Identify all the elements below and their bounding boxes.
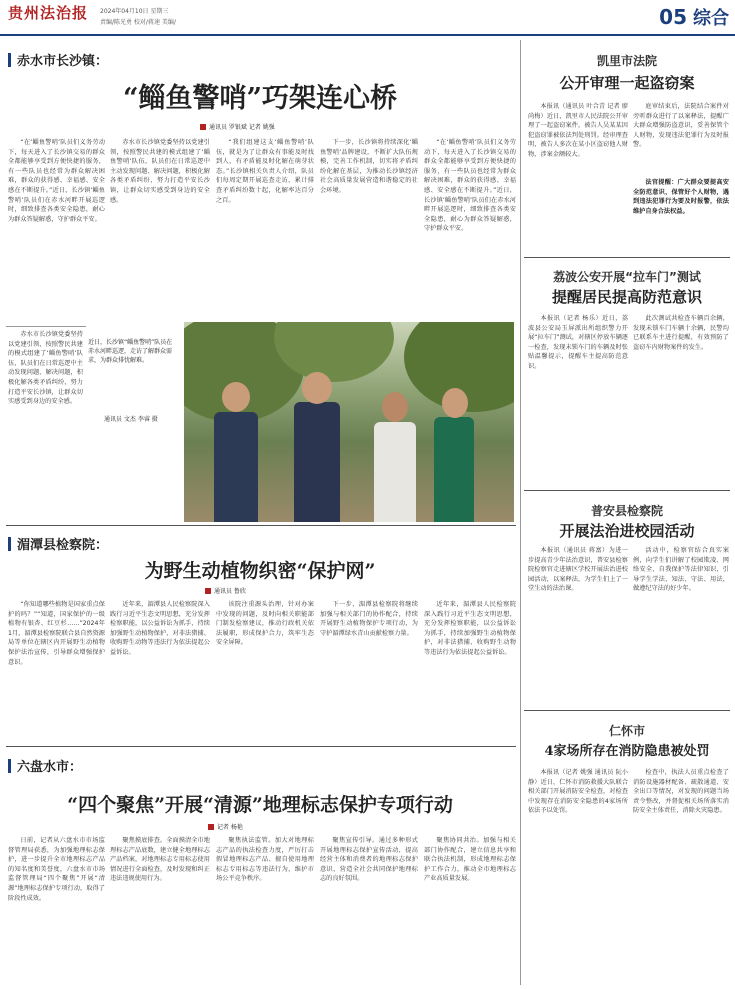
- article-text-column: 赤水市长沙镇党委坚持以党建引领，按照警民共建的模式组建了‘鲻鱼警哨’队伍，队员们在日常巡逻中主动发现问题、解决问题，积极化解各类矛盾纠纷，努力打造平安长沙镇，让群众切实感受到身边的安全感。: [110, 139, 210, 204]
- article-kicker: 湄潭县检察院：: [8, 534, 108, 553]
- article-text-column: 近年来，湄潭县人民检察院深入践行习近平生态文明思想，充分发挥检察职能，以公益诉讼为抓手，持续加强野生动植物保护，对非法猎捕、收购野生动物等违法行为依法提起公益诉讼。: [424, 601, 516, 656]
- editor-line: 责编/陈光勇 校对/蒋速 美编/: [100, 19, 176, 26]
- article-headline: “鲻鱼警哨”巧架连心桥: [122, 83, 398, 114]
- article-kicker: 普安县检察院: [590, 504, 663, 518]
- article-text-column: 聚焦协同共治。加强与相关部门协作配合，建立信息共享和联合执法机制，形成地理标志保护工作合力，推动全市地理标志产业高质量发展。: [424, 837, 516, 883]
- article-text-column: 活动中，检察官结合真实案例，向学生们讲解了校园欺凌、网络安全、自我保护等法律知识，引导学生学法、知法、守法、用法，做遵纪守法的好少年。: [633, 547, 729, 593]
- section-rule: [6, 525, 516, 526]
- article-text-column: 聚焦宣传引导。通过多种形式开展地理标志保护宣传活动，提高经营主体和消费者的地理标志保护意识，营造全社会共同保护地理标志的良好氛围。: [320, 837, 418, 883]
- page-header: [659, 4, 729, 30]
- article-headline: 提醒居民提高防范意识: [551, 288, 702, 306]
- article-text-column: 下一步，长沙镇将持续深化‘鲻鱼警哨’品牌建设，不断扩大队伍规模，完善工作机制，切实将矛盾纠纷化解在基层，为推动长沙镇经济社会高质量发展营造和谐稳定的社会环境。: [320, 139, 418, 194]
- article-kicker: 六盘水市：: [8, 756, 82, 775]
- article-text-column: “你知道哪些植物是国家重点保护的吗？”“知道，国家保护的一级植物有银杏、红豆杉……”2024年1月，湄潭县检察院联合县自然资源局等单位在辖区内开展野生动植物保护法治宣传，引导群众增强保护意识。: [8, 601, 105, 666]
- article-headline: “四个聚焦”开展“清源”地理标志保护专项行动: [67, 794, 453, 816]
- article-text-column: 本报讯（通讯员 蒋富）为进一步提高青少年法治意识，普安县检察院检察官走进辖区学校开展法治进校园活动，以案释法，为学生们上了一堂生动的法治课。: [528, 547, 628, 593]
- article-text-column: 庭审结束后，法院结合案件对旁听群众进行了以案释法，提醒广大群众增强防盗意识，妥善保管个人财物，发现违法犯罪行为及时报警。: [633, 103, 729, 149]
- section-rule: [524, 710, 730, 711]
- page-number: 05: [659, 5, 687, 29]
- article-headline: 为野生动植物织密“保护网”: [144, 560, 376, 582]
- section-rule: [6, 326, 86, 327]
- section-rule: [524, 257, 730, 258]
- article-text-column: 本报讯（通讯员 叶合青 记者 廖尚梅）近日，凯里市人民法院公开审理了一起盗窃案件，被告人吴某某因犯盗窃罪被依法判处刑罚。经审理查明，被告人多次在某小区盗窃他人财物，涉案金额较大。: [528, 103, 628, 158]
- section-rule: [524, 490, 730, 491]
- article-byline: 记者 杨艳: [208, 822, 243, 831]
- article-kicker: 荔波公安开展“拉车门”测试: [553, 270, 701, 284]
- masthead: [0, 0, 735, 36]
- article-text-column: 本报讯（记者 杨乐）近日，荔波县公安局玉屏派出所组织警力开展“拉车门”测试，对辖区停放车辆逐一检查，发现未锁车门的车辆及时张贴温馨提示，提醒车主提高防范意识。: [528, 315, 628, 370]
- photo-caption: 近日，长沙镇“鲻鱼警哨”队员在赤水河畔巡逻，走访了解群众需求，为群众排忧解难。: [88, 339, 173, 364]
- section-rule: [6, 746, 516, 747]
- article-text-column: “在‘鲻鱼警哨’队员们义务劳动下，每天进入了长沙镇交易的群众全都能够享受到方便快捷的服务，有一些队员也经常为群众解决困难，群众的获得感、幸福感、安全感在不断提升。”近日，长沙镇‘鲻鱼警哨’队员们在赤水河畔开展巡逻时，细致排查各类安全隐患，耐心为群众答疑解惑，守护群众平安。: [424, 139, 516, 233]
- article-text-column: 日前，记者从六盘水市市场监督管理局获悉，为加强地理标志保护，进一步提升全市地理标志产品的知名度和美誉度，六盘水市市场监督管理局“四个聚焦”开展“清源”地理标志保护专项行动，取得了阶段性成效。: [8, 837, 105, 902]
- column-divider: [520, 40, 521, 985]
- article-byline: 通讯员 鲁欣: [205, 586, 246, 595]
- article-kicker: 赤水市长沙镇：: [8, 50, 108, 69]
- article-text-column: 聚焦摸底排查。全面摸清全市地理标志产品底数，建立健全地理标志产品档案，对地理标志专用标志使用情况进行全面检查，及时发现和纠正违法违规使用行为。: [110, 837, 210, 883]
- article-text-column: 此次测试共检查车辆百余辆，发现未锁车门车辆十余辆，民警均已联系车主进行提醒，有效预防了盗窃车内财物案件的发生。: [633, 315, 729, 351]
- article-text-column: 检查中，执法人员重点检查了消防设施器材配备、疏散通道、安全出口等情况，对发现的问题当场责令整改，并督促相关场所落实消防安全主体责任，消除火灾隐患。: [633, 769, 729, 815]
- article-kicker: 仁怀市: [608, 724, 645, 738]
- article-text-column: 赤水市长沙镇党委坚持以党建引领，按照警民共建的模式组建了‘鲻鱼警哨’队伍，队员们在日常巡逻中主动发现问题、解决问题，积极化解各类矛盾纠纷，努力打造平安长沙镇，让群众切实感受到身边的安全感。: [8, 331, 83, 406]
- article-headline: 开展法治进校园活动: [559, 522, 695, 540]
- article-kicker: 凯里市法院: [596, 54, 657, 68]
- article-headline: 4家场所存在消防隐患被处罚: [544, 744, 710, 759]
- judge-note: 法官提醒：广大群众要提高安全防范意识，保管好个人财物，遇到违法犯罪行为要及时报警，依法维护自身合法权益。: [633, 179, 729, 215]
- article-text-column: 聚焦执法监管。加大对地理标志产品的执法检查力度，严厉打击假冒地理标志产品、擅自使用地理标志专用标志等违法行为，维护市场公平竞争秩序。: [216, 837, 314, 883]
- newspaper-logo: 贵州法治报: [8, 4, 89, 22]
- article-headline: 公开审理一起盗窃案: [559, 74, 695, 92]
- article-text-column: “我们组建这支‘鲻鱼警哨’队伍，就是为了让群众有事能及时找到人，有矛盾能及时化解在萌芽状态。”长沙镇相关负责人介绍，队员们每周定期开展巡查走访，累计排查矛盾纠纷数十起，化解率达百分之百。: [216, 139, 314, 204]
- section-name: 综合: [693, 8, 729, 29]
- photo-credit: 通讯员 文杰 李睿 摄: [104, 416, 158, 423]
- article-text-column: “在‘鲻鱼警哨’队员们义务劳动下，每天进入了长沙镇交易的群众全都能够享受到方便快捷的服务，有一些队员也经常为群众解决困难，群众的获得感、幸福感、安全感在不断提升。”近日，长沙镇‘鲻鱼警哨’队员们在赤水河畔开展巡逻时，细致排查各类安全隐患，耐心为群众答疑解惑，守护群众平安。: [8, 139, 105, 223]
- news-photo: [184, 322, 514, 522]
- article-text-column: 近年来，湄潭县人民检察院深入践行习近平生态文明思想，充分发挥检察职能，以公益诉讼为抓手，持续加强野生动植物保护，对非法猎捕、收购野生动物等违法行为依法提起公益诉讼。: [110, 601, 210, 656]
- article-text-column: 该院注重源头治理，针对办案中发现的问题，及时向相关职能部门制发检察建议，推动行政机关依法履职，形成保护合力，筑牢生态安全屏障。: [216, 601, 314, 647]
- article-byline: 通讯员 罗银斌 记者 姚强: [200, 122, 275, 131]
- article-text-column: 本报讯（记者 姚强 通讯员 阮小静）近日，仁怀市消防救援大队联合相关部门开展消防安全检查，对检查中发现存在消防安全隐患的4家场所依法予以处罚。: [528, 769, 628, 815]
- article-text-column: 下一步，湄潭县检察院将继续加强与相关部门的协作配合，持续开展野生动植物保护专项行动，为守护湄潭绿水青山贡献检察力量。: [320, 601, 418, 637]
- issue-date: 2024年04月10日 星期三: [100, 8, 169, 15]
